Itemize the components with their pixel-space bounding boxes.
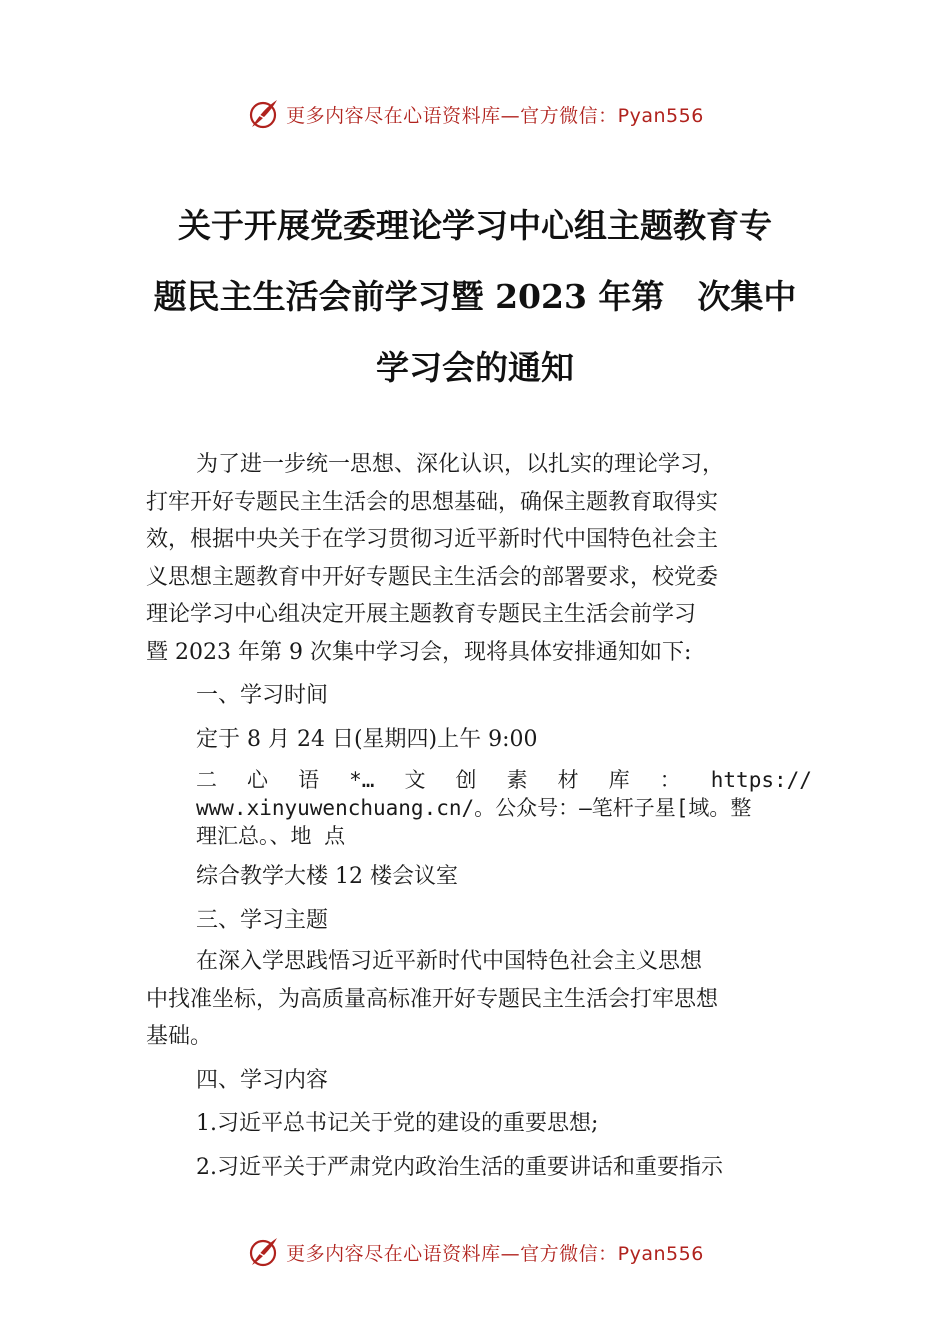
footer-banner [0,1232,950,1272]
watermark-char: 心 [247,768,269,792]
document-title [100,190,850,403]
section-heading: 一、学习时间 [196,683,329,708]
section-heading: 四、学习内容 [196,1067,329,1093]
section-line: 基础。 [146,1024,213,1049]
watermark-char: ： [659,768,681,792]
quill-seal-icon [246,97,280,131]
intro-line: 效，根据中央关于在学习贯彻习近平新时代中国特色社会主 [146,527,719,552]
watermark-url: https:// [710,768,812,792]
watermark-char: 文 [404,768,426,792]
quill-seal-icon [246,1235,280,1269]
intro-line: 打牢开好专题民主生活会的思想基础，确保主题教育取得实 [146,489,719,515]
intro-line: 暨 2023 年第 9 次集中学习会，现将具体安排通知如下: [146,639,692,665]
intro-line: 义思想主题教育中开好专题民主生活会的部署要求，校党委 [146,564,719,590]
watermark-char: 创 [455,768,477,792]
section-line: 在深入学思践悟习近平新时代中国特色社会主义思想 [196,949,703,974]
watermark-line: www.xinyuwenchuang.cn/。公众号：—笔杆子星[域。整 [196,796,752,820]
intro-line: 理论学习中心组决定开展主题教育专题民主生活会前学习 [146,602,697,627]
header-banner [0,94,950,134]
title-line: 学习会的通知 [376,348,574,387]
banner-text: 更多内容尽在心语资料库—官方微信：Pyan556 [286,1242,704,1265]
watermark-char: *… [349,768,375,792]
watermark-char: 材 [557,768,579,792]
watermark-line: 理汇总。、地 点 [196,824,346,848]
watermark-char: 素 [506,768,528,792]
watermark-char: 二 [196,768,217,792]
list-item: 1.习近平总书记关于党的建设的重要思想; [196,1111,599,1136]
watermark-char: 库 [608,768,630,792]
section-line: 中找准坐标，为高质量高标准开好专题民主生活会打牢思想 [146,986,719,1012]
section-paragraph [146,943,812,1056]
banner-text: 更多内容尽在心语资料库—官方微信：Pyan556 [286,104,704,127]
watermark-line [196,766,812,794]
intro-paragraph [146,446,812,671]
section-body: 综合教学大楼 12 楼会议室 [196,864,458,889]
section-heading: 三、学习主题 [196,907,329,933]
title-line: 题民主生活会前学习暨 2023 年第 次集中 [153,277,797,316]
watermark-text [146,766,812,850]
list-item: 2.习近平关于严肃党内政治生活的重要讲话和重要指示 [196,1154,723,1180]
title-line: 关于开展党委理论学习中心组主题教育专 [178,206,772,245]
document-body [146,446,812,1186]
section-body: 定于 8 月 24 日(星期四)上午 9:00 [196,726,538,752]
watermark-char: 语 [298,768,320,792]
intro-line: 为了进一步统一思想、深化认识，以扎实的理论学习， [196,452,725,477]
